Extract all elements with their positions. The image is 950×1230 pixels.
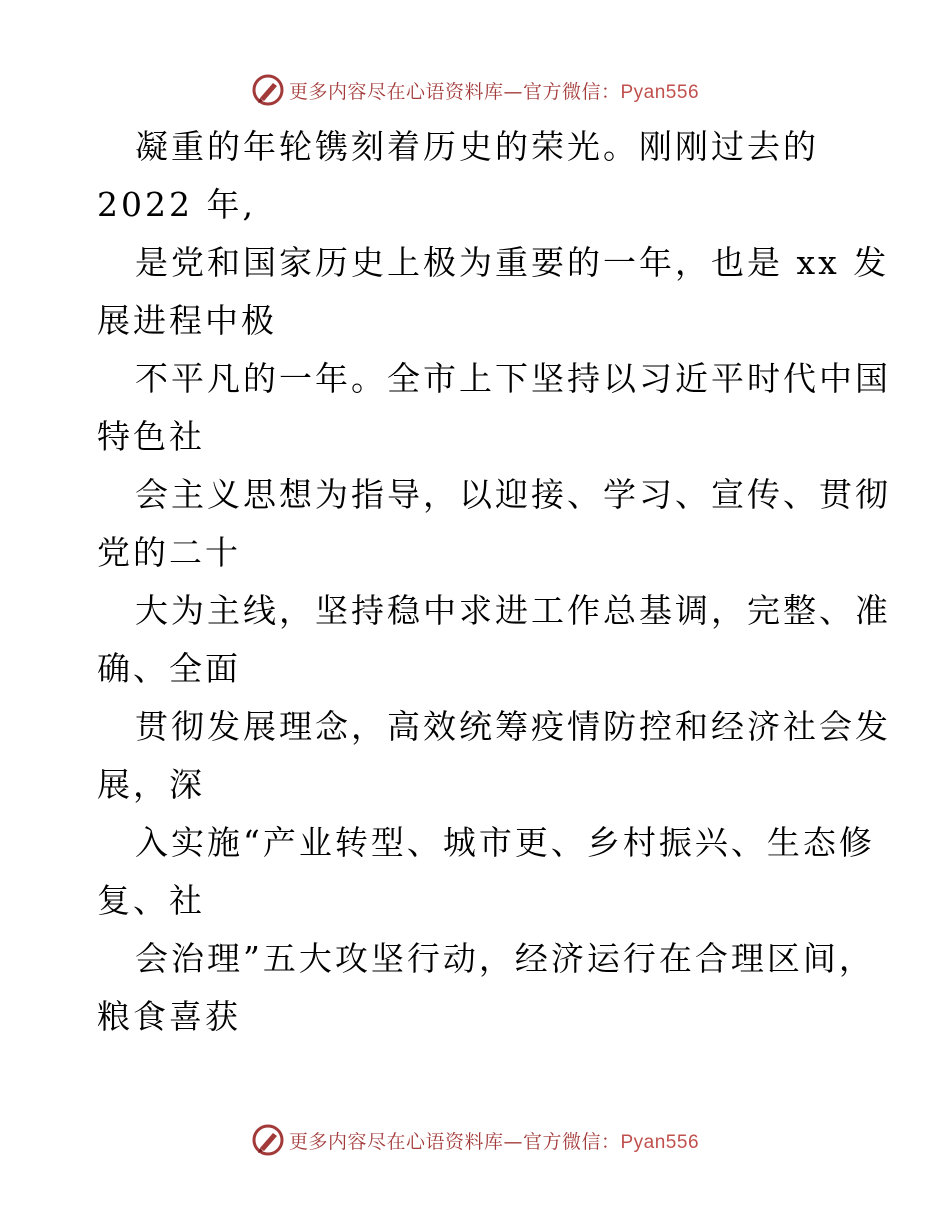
text-line-1: 凝重的年轮镌刻着历史的荣光。刚刚过去的: [135, 127, 819, 166]
text-line-8: 党的二十: [97, 533, 241, 572]
text-line-15: 会治理”五大攻坚行动，经济运行在合理区间，: [135, 939, 875, 978]
watermark-account-label: 官方微信：: [522, 80, 621, 103]
watermark-account-id: Pyan556: [620, 1131, 700, 1153]
text-line-16: 粮食喜获: [97, 997, 241, 1036]
header-watermark: [0, 70, 950, 110]
watermark-account-id: Pyan556: [620, 81, 700, 103]
text-line-9: 大为主线，坚持稳中求进工作总基调，完整、准: [135, 591, 891, 630]
document-body: [97, 118, 891, 1046]
text-line-7: 会主义思想为指导，以迎接、学习、宣传、贯彻: [135, 475, 891, 514]
watermark-account-label: 官方微信：: [522, 1130, 621, 1153]
text-line-4: 展进程中极: [97, 301, 277, 340]
watermark-main: 更多内容尽在心语资料库: [288, 1130, 504, 1153]
text-line-11: 贯彻发展理念，高效统筹疫情防控和经济社会发: [135, 707, 891, 746]
watermark-separator: —: [503, 1130, 523, 1153]
footer-watermark: [0, 1120, 950, 1160]
text-line-5: 不平凡的一年。全市上下坚持以习近平时代中国: [135, 359, 891, 398]
text-line-6: 特色社: [97, 417, 205, 456]
watermark-main: 更多内容尽在心语资料库: [288, 80, 504, 103]
text-line-12: 展，深: [97, 765, 205, 804]
watermark-text: [289, 1127, 699, 1154]
text-line-2: 2022 年,: [97, 185, 256, 224]
pen-logo-icon: [251, 73, 285, 107]
text-line-13: 入实施“产业转型、城市更、乡村振兴、生态修: [135, 823, 875, 862]
watermark-separator: —: [503, 80, 523, 103]
text-line-3: 是党和国家历史上极为重要的一年，也是 xx 发: [135, 243, 890, 282]
text-line-10: 确、全面: [97, 649, 241, 688]
watermark-text: [289, 77, 699, 104]
pen-logo-icon: [251, 1123, 285, 1157]
text-line-14: 复、社: [97, 881, 205, 920]
